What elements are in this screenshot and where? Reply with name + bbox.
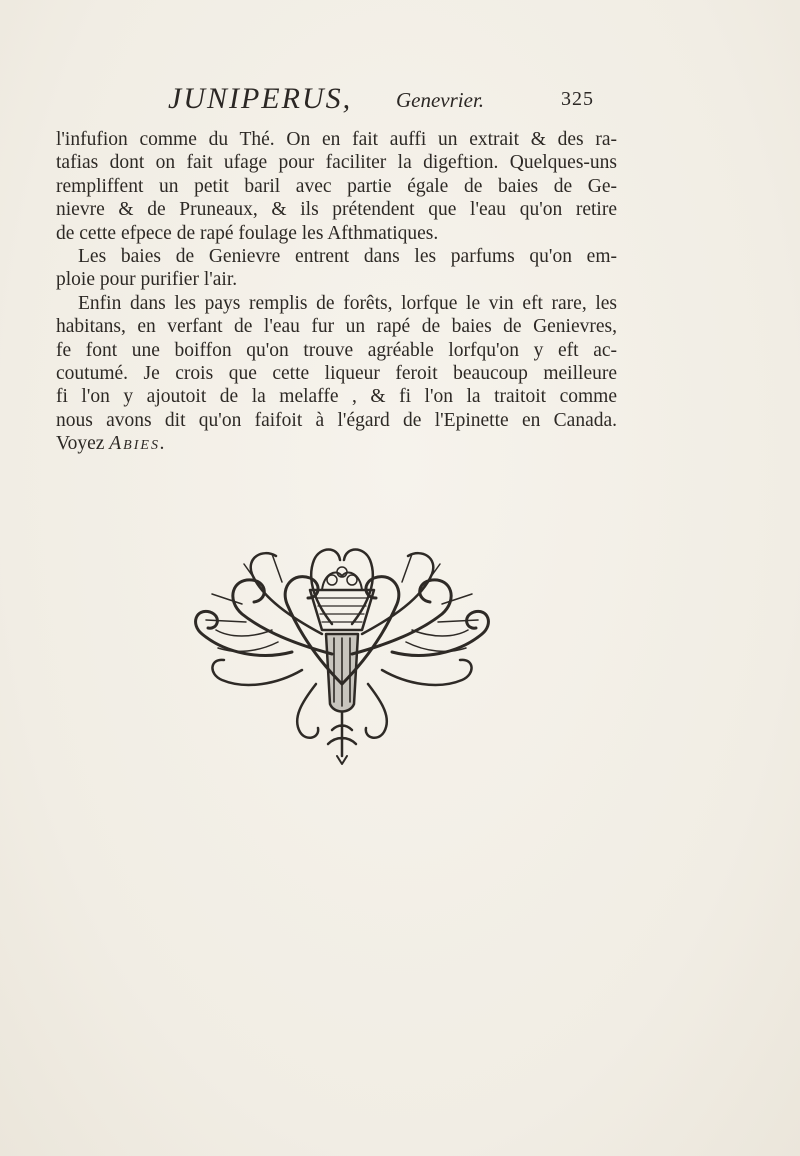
text-line: nievre & de Pruneaux, & ils prétendent que l'eau qu'on retire (56, 199, 617, 221)
running-subtitle: Genevrier. (396, 88, 485, 112)
text-line: ploie pour purifier l'air. (56, 269, 238, 291)
paragraph (56, 245, 617, 292)
body-text (56, 128, 617, 455)
running-title: JUNIPERUS, (168, 82, 353, 115)
see-also-reference: Abies. (109, 433, 167, 455)
ornament-left-half (196, 550, 342, 738)
cul-de-lampe-ornament-icon (182, 534, 502, 766)
text-line: Enfin dans les pays remplis de forêts, lorfque le vin eft rare, les (78, 292, 617, 314)
text-line: nous avons dit qu'on faifoit à l'égard de l'Epinette en Canada. (56, 409, 617, 431)
text-line: rempliffent un petit baril avec partie égale de baies de Ge- (56, 175, 617, 197)
text-line: Les baies de Genievre entrent dans les parfums qu'on em- (78, 245, 617, 267)
paragraph (56, 128, 617, 245)
ornament-center-basket (310, 567, 374, 764)
text-line: coutumé. Je crois que cette liqueur feroit beaucoup meilleure (56, 362, 617, 384)
text-line: fi l'on y ajoutoit de la melaffe , & fi l'on la traitoit comme (56, 386, 617, 408)
ornament-right-half (342, 550, 488, 738)
text-line: fe font une boiffon qu'on trouve agréable lorfqu'on y eft ac- (56, 339, 617, 361)
text-line: habitans, en verfant de l'eau fur un rapé de baies de Genievres, (56, 316, 617, 338)
text-line: tafias dont on fait ufage pour faciliter la digeftion. Quelques-uns (56, 152, 617, 174)
see-also-line (56, 432, 617, 455)
page-number: 325 (561, 88, 594, 110)
running-header (168, 82, 628, 122)
paragraph (56, 292, 617, 456)
text-line: de cette efpece de rapé foulage les Afthmatiques. (56, 222, 439, 244)
see-also-prefix: Voyez (56, 433, 105, 455)
text-line: l'infufion comme du Thé. On en fait auffi un extrait & des ra- (56, 129, 617, 150)
